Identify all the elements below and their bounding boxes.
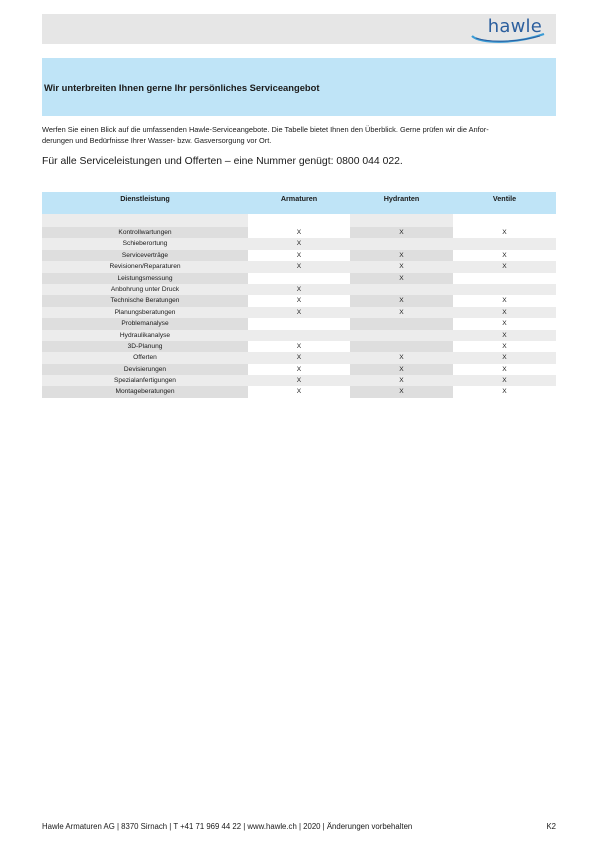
service-mark-cell: X [453,364,556,375]
service-mark-cell: X [248,341,350,352]
table-row [42,238,556,249]
service-mark-cell [248,318,350,329]
table-row [42,250,556,261]
service-mark-cell [248,273,350,284]
table-row [42,284,556,295]
table-row [42,386,556,397]
service-mark-cell: X [453,227,556,238]
service-mark-cell: X [350,261,453,272]
service-mark-cell: X [453,261,556,272]
service-mark-cell [350,330,453,341]
intro-line-1: Werfen Sie einen Blick auf die umfassenden Hawle-Serviceangebote. Die Tabelle bietet Ihnen den Überblick. Gerne prüfen wir die Anfor- [42,125,489,134]
table-row [42,261,556,272]
table-row [42,330,556,341]
service-mark-cell [350,341,453,352]
table-row [42,307,556,318]
hotline-text: Für alle Serviceleistungen und Offerten – eine Nummer genügt: 0800 044 022. [42,156,403,167]
service-mark-cell: X [350,250,453,261]
table-row [42,227,556,238]
service-mark-cell [350,238,453,249]
service-mark-cell: X [453,330,556,341]
service-mark-cell [453,284,556,295]
service-name-cell: Montageberatungen [42,386,248,397]
column-header-ventile: Ventile [492,194,517,203]
service-name-cell: Revisionen/Reparaturen [42,261,248,272]
header-bar [42,14,556,44]
footer-imprint: Hawle Armaturen AG | 8370 Sirnach | T +41 71 969 44 22 | www.hawle.ch | 2020 | Änderungen vorbehalten [42,822,413,831]
page-title: Wir unterbreiten Ihnen gerne Ihr persönliches Serviceangebot [44,82,320,93]
table-row [42,364,556,375]
service-table [42,192,556,398]
service-mark-cell: X [350,227,453,238]
service-mark-cell: X [350,307,453,318]
service-name-cell: Anbohrung unter Druck [42,284,248,295]
service-mark-cell: X [248,386,350,397]
service-mark-cell: X [248,227,350,238]
service-name-cell: Problemanalyse [42,318,248,329]
service-mark-cell [350,284,453,295]
intro-line-2: derungen und Bedürfnisse Ihrer Wasser- bzw. Gasversorgung vor Ort. [42,136,272,145]
service-name-cell: Serviceverträge [42,250,248,261]
service-mark-cell: X [453,341,556,352]
table-row [42,352,556,363]
service-name-cell: Leistungsmessung [42,273,248,284]
service-mark-cell: X [350,352,453,363]
table-header [42,192,556,214]
table-row [42,341,556,352]
column-header-hydranten: Hydranten [383,194,420,203]
service-mark-cell [453,273,556,284]
service-mark-cell: X [453,307,556,318]
service-mark-cell: X [248,284,350,295]
hero-banner [42,58,556,116]
table-row [42,375,556,386]
service-mark-cell: X [453,386,556,397]
service-mark-cell: X [248,307,350,318]
service-name-cell: Technische Beratungen [42,295,248,306]
service-mark-cell: X [248,364,350,375]
column-header-dienstleistung: Dienstleistung [120,194,170,203]
intro-paragraph [42,124,556,146]
table-spacer-row [42,214,556,227]
service-mark-cell: X [350,364,453,375]
service-mark-cell: X [350,375,453,386]
logo-text: hawle [487,16,542,37]
service-mark-cell: X [453,295,556,306]
service-mark-cell: X [248,352,350,363]
service-mark-cell: X [453,352,556,363]
service-mark-cell: X [453,375,556,386]
service-mark-cell: X [248,238,350,249]
table-body [42,227,556,398]
service-mark-cell: X [248,295,350,306]
service-name-cell: Spezialanfertigungen [42,375,248,386]
service-name-cell: 3D-Planung [42,341,248,352]
service-name-cell: Hydraulikanalyse [42,330,248,341]
service-name-cell: Offerten [42,352,248,363]
service-mark-cell: X [453,250,556,261]
table-row [42,318,556,329]
table-row [42,273,556,284]
service-name-cell: Schieberortung [42,238,248,249]
service-name-cell: Planungsberatungen [42,307,248,318]
service-mark-cell: X [350,386,453,397]
page-number: K2 [546,822,556,831]
service-name-cell: Kontrollwartungen [42,227,248,238]
table-row [42,295,556,306]
service-mark-cell: X [350,273,453,284]
service-mark-cell: X [350,295,453,306]
column-header-armaturen: Armaturen [280,194,318,203]
service-mark-cell: X [453,318,556,329]
service-mark-cell: X [248,375,350,386]
service-mark-cell [350,318,453,329]
service-mark-cell [453,238,556,249]
service-mark-cell: X [248,261,350,272]
service-mark-cell [248,330,350,341]
hawle-logo [466,14,550,44]
service-mark-cell: X [248,250,350,261]
service-name-cell: Devisierungen [42,364,248,375]
